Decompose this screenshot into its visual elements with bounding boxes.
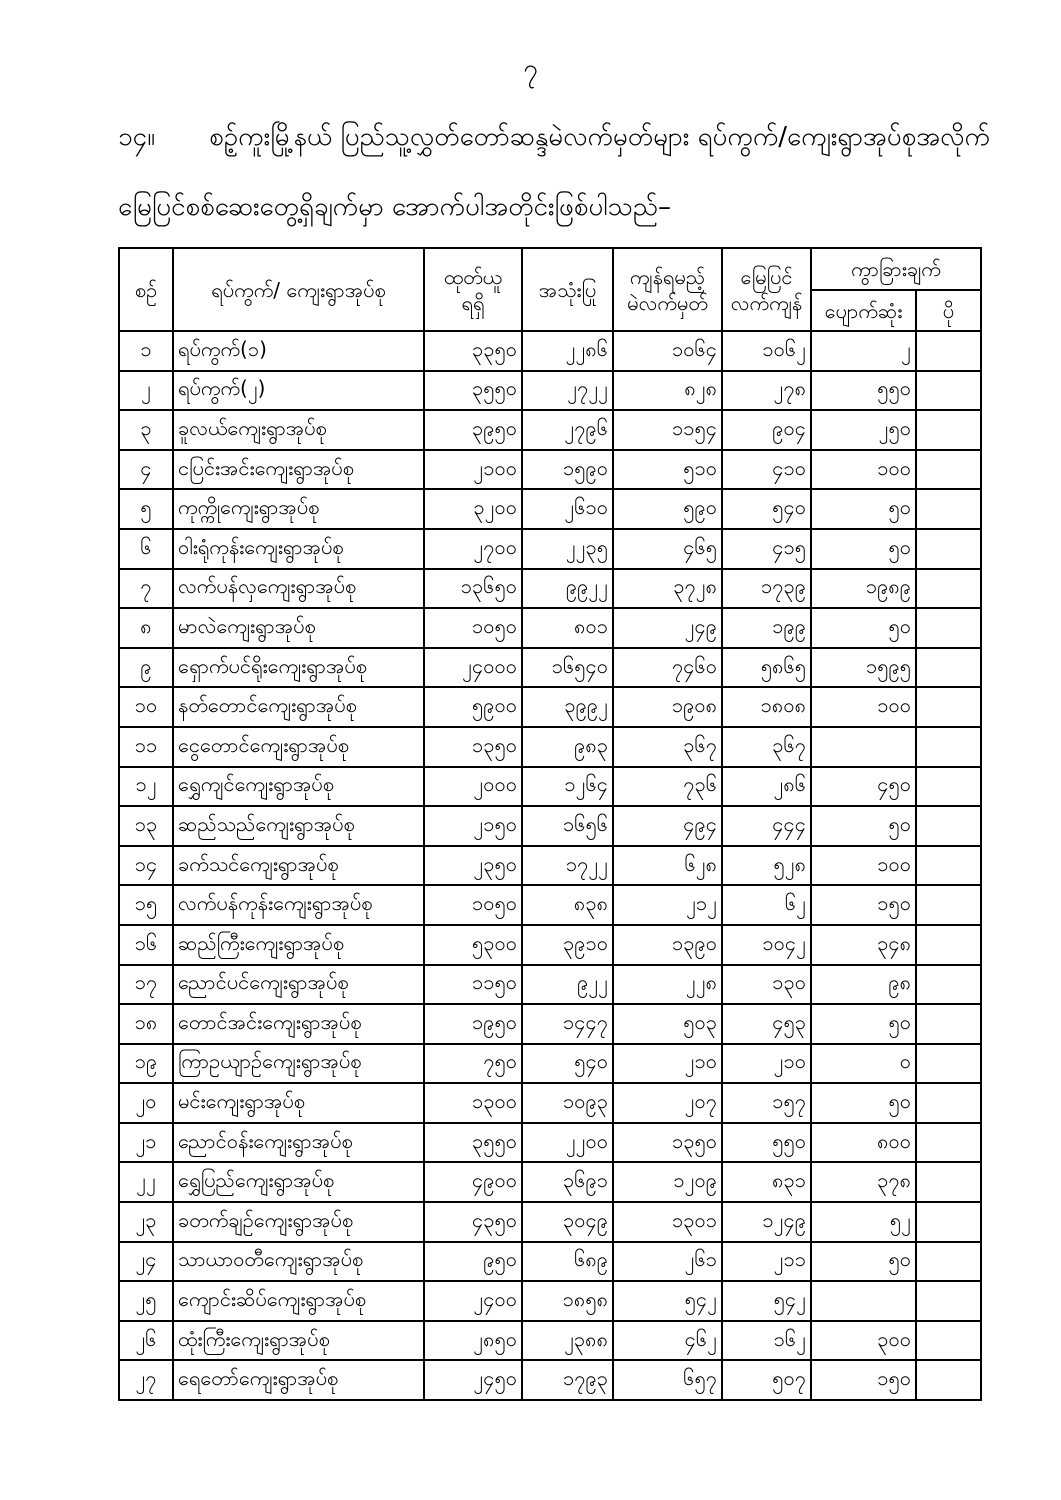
- cell-ward-village: ဆည်ကြီးကျေးရွာအုပ်စု: [173, 925, 424, 965]
- cell-ground-balance: ၁၅၇: [722, 1083, 811, 1123]
- cell-issued: ၂၃၅၀: [424, 846, 522, 886]
- cell-ward-village: ကုက္ကိုကျေးရွာအုပ်စု: [173, 489, 424, 529]
- cell-extra: [916, 489, 981, 529]
- cell-extra: [916, 331, 981, 371]
- header-missing: ပျောက်ဆုံး: [811, 290, 916, 331]
- cell-missing: ၅၀: [811, 1242, 916, 1282]
- header-issued-line2: ရရှိ: [461, 290, 485, 315]
- cell-ward-village: သာယာဝတီကျေးရွာအုပ်စု: [173, 1242, 424, 1282]
- cell-used: ၂၂၃၅: [522, 529, 613, 569]
- header-ward-village: ရပ်ကွက်/ ကျေးရွာအုပ်စု: [173, 248, 424, 331]
- table-row: [119, 1123, 981, 1163]
- cell-used: ၆၈၉: [522, 1242, 613, 1282]
- cell-serial: ၁၉: [119, 1044, 173, 1084]
- cell-missing: ၅၀: [811, 608, 916, 648]
- cell-ground-balance: ၁၃၀: [722, 965, 811, 1005]
- cell-issued: ၉၅၀: [424, 1242, 522, 1282]
- cell-extra: [916, 965, 981, 1005]
- cell-ward-village: ခက်သင်ကျေးရွာအုပ်စု: [173, 846, 424, 886]
- table-row: [119, 727, 981, 767]
- cell-issued: ၃၃၅၀: [424, 331, 522, 371]
- cell-extra: [916, 727, 981, 767]
- cell-balance: ၂၆၁: [613, 1242, 722, 1282]
- cell-issued: ၂၁၅၀: [424, 806, 522, 846]
- cell-serial: ၂၇: [119, 1360, 173, 1400]
- cell-balance: ၁၃၅၀: [613, 1123, 722, 1163]
- cell-serial: ၁၁: [119, 727, 173, 767]
- intro-line-2: မြေပြင်စစ်ဆေးတွေ့ရှိချက်မှာ အောက်ပါအတိုင်းဖြစ်ပါသည်–: [118, 192, 671, 222]
- cell-missing: ၁၀၀: [811, 450, 916, 490]
- cell-used: ၈၀၁: [522, 608, 613, 648]
- cell-ground-balance: ၂၈၆: [722, 767, 811, 807]
- cell-issued: ၁၉၅၀: [424, 1004, 522, 1044]
- cell-balance: ၃၇၂၈: [613, 569, 722, 609]
- table-row: [119, 1004, 981, 1044]
- cell-balance: ၂၄၉: [613, 608, 722, 648]
- header-ground-line2: လက်ကျန်: [730, 290, 803, 315]
- cell-used: ၂၃၈၈: [522, 1321, 613, 1361]
- cell-missing: ၈၀၀: [811, 1123, 916, 1163]
- cell-extra: [916, 410, 981, 450]
- intro-line-1-text: စဉ့်ကူးမြို့နယ် ပြည်သူ့လွှတ်တော်ဆန္ဒမဲလက်မှတ်များ ရပ်ကွက်/ကျေးရွာအုပ်စုအလိုက်: [209, 122, 990, 152]
- cell-used: ၈၃၈: [522, 885, 613, 925]
- cell-used: ၉၂၂: [522, 965, 613, 1005]
- cell-extra: [916, 1162, 981, 1202]
- cell-ground-balance: ၁၈၀၈: [722, 687, 811, 727]
- table-row: [119, 1321, 981, 1361]
- cell-extra: [916, 371, 981, 411]
- cell-balance: ၁၂၀၉: [613, 1162, 722, 1202]
- header-balance-line1: ကျန်ရမည့်: [629, 264, 706, 289]
- cell-issued: ၃၂၀၀: [424, 489, 522, 529]
- table-row: [119, 331, 981, 371]
- cell-serial: ၁: [119, 331, 173, 371]
- cell-serial: ၁၃: [119, 806, 173, 846]
- cell-serial: ၅: [119, 489, 173, 529]
- cell-issued: ၂၀၀၀: [424, 767, 522, 807]
- cell-used: ၂၇၂၂: [522, 371, 613, 411]
- cell-used: ၁၆၅၆: [522, 806, 613, 846]
- cell-serial: ၆: [119, 529, 173, 569]
- cell-ground-balance: ၆၂: [722, 885, 811, 925]
- table-row: [119, 608, 981, 648]
- cell-ground-balance: ၃၆၇: [722, 727, 811, 767]
- cell-used: ၂၂၀၀: [522, 1123, 613, 1163]
- table-row: [119, 1242, 981, 1282]
- cell-ground-balance: ၁၂၄၉: [722, 1202, 811, 1242]
- cell-ground-balance: ၉၀၄: [722, 410, 811, 450]
- cell-balance: ၈၂၈: [613, 371, 722, 411]
- cell-balance: ၂၁၀: [613, 1044, 722, 1084]
- cell-used: ၁၈၅၈: [522, 1281, 613, 1321]
- cell-ground-balance: ၄၅၃: [722, 1004, 811, 1044]
- table-row: [119, 371, 981, 411]
- cell-extra: [916, 1083, 981, 1123]
- cell-missing: ၅၀: [811, 489, 916, 529]
- cell-ground-balance: ၁၆၂: [722, 1321, 811, 1361]
- cell-balance: ၆၅၇: [613, 1360, 722, 1400]
- cell-used: ၉၉၂၂: [522, 569, 613, 609]
- cell-ground-balance: ၁၉၉: [722, 608, 811, 648]
- cell-missing: ၁၉၈၉: [811, 569, 916, 609]
- table-row: [119, 846, 981, 886]
- cell-ground-balance: ၅၄၀: [722, 489, 811, 529]
- cell-serial: ၂: [119, 371, 173, 411]
- cell-extra: [916, 885, 981, 925]
- cell-used: ၃၉၁၀: [522, 925, 613, 965]
- cell-used: ၂၂၈၆: [522, 331, 613, 371]
- cell-balance: ၆၂၈: [613, 846, 722, 886]
- cell-serial: ၇: [119, 569, 173, 609]
- cell-serial: ၂၂: [119, 1162, 173, 1202]
- cell-issued: ၁၃၆၅၀: [424, 569, 522, 609]
- cell-issued: ၁၁၅၀: [424, 965, 522, 1005]
- cell-extra: [916, 1004, 981, 1044]
- cell-ward-village: ဝါးရုံကုန်းကျေးရွာအုပ်စု: [173, 529, 424, 569]
- table-row: [119, 767, 981, 807]
- cell-issued: ၂၈၅၀: [424, 1321, 522, 1361]
- cell-missing: ၃၇၈: [811, 1162, 916, 1202]
- cell-serial: ၁၆: [119, 925, 173, 965]
- cell-serial: ၂၁: [119, 1123, 173, 1163]
- cell-extra: [916, 767, 981, 807]
- cell-issued: ၅၃၀၀: [424, 925, 522, 965]
- cell-serial: ၄: [119, 450, 173, 490]
- header-issued-line1: ထုတ်ယူ: [443, 264, 503, 289]
- cell-used: ၁၂၆၄: [522, 767, 613, 807]
- cell-extra: [916, 529, 981, 569]
- cell-issued: ၁၃၀၀: [424, 1083, 522, 1123]
- cell-missing: ၀: [811, 1044, 916, 1084]
- table-row: [119, 410, 981, 450]
- cell-ward-village: ငွေတောင်ကျေးရွာအုပ်စု: [173, 727, 424, 767]
- cell-missing: ၅၀: [811, 1004, 916, 1044]
- cell-balance: ၁၉၀၈: [613, 687, 722, 727]
- header-extra: ပို: [916, 290, 981, 331]
- cell-balance: ၅၉၀: [613, 489, 722, 529]
- cell-balance: ၂၂၈: [613, 965, 722, 1005]
- cell-ward-village: ခူလယ်ကျေးရွာအုပ်စု: [173, 410, 424, 450]
- cell-balance: ၄၆၅: [613, 529, 722, 569]
- cell-serial: ၁၇: [119, 965, 173, 1005]
- cell-ground-balance: ၁၀၆၂: [722, 331, 811, 371]
- cell-ward-village: ကြာဥယျာဉ်ကျေးရွာအုပ်စု: [173, 1044, 424, 1084]
- page-number: ၇: [523, 54, 538, 84]
- cell-serial: ၈: [119, 608, 173, 648]
- cell-extra: [916, 1360, 981, 1400]
- cell-balance: ၅၄၂: [613, 1281, 722, 1321]
- cell-used: ၂၇၉၆: [522, 410, 613, 450]
- cell-ground-balance: ၄၁၀: [722, 450, 811, 490]
- cell-ward-village: တောင်အင်းကျေးရွာအုပ်စု: [173, 1004, 424, 1044]
- cell-missing: ၅၀: [811, 529, 916, 569]
- cell-used: ၃၉၉၂: [522, 687, 613, 727]
- cell-ground-balance: ၁၇၃၉: [722, 569, 811, 609]
- cell-used: ၁၅၉၀: [522, 450, 613, 490]
- intro-line-1: [118, 116, 990, 158]
- cell-ground-balance: ၅၅၀: [722, 1123, 811, 1163]
- cell-issued: ၄၉၀၀: [424, 1162, 522, 1202]
- cell-ground-balance: ၅၀၇: [722, 1360, 811, 1400]
- table-row: [119, 806, 981, 846]
- table-row: [119, 1202, 981, 1242]
- cell-ward-village: လက်ပန်ကုန်းကျေးရွာအုပ်စု: [173, 885, 424, 925]
- table-row: [119, 529, 981, 569]
- header-difference: ကွာခြားချက်: [811, 248, 981, 290]
- table-row: [119, 687, 981, 727]
- cell-issued: ၂၄၀၀၀: [424, 648, 522, 688]
- cell-issued: ၃၅၅၀: [424, 371, 522, 411]
- cell-serial: ၂၅: [119, 1281, 173, 1321]
- table-row: [119, 1162, 981, 1202]
- cell-issued: ၁၀၅၀: [424, 885, 522, 925]
- cell-ward-village: မင်းကျေးရွာအုပ်စု: [173, 1083, 424, 1123]
- cell-ground-balance: ၅၈၆၅: [722, 648, 811, 688]
- header-issued: [424, 248, 522, 331]
- table-row: [119, 1281, 981, 1321]
- cell-ward-village: ရပ်ကွက်(၁): [173, 331, 424, 371]
- table-row: [119, 965, 981, 1005]
- table-body: [119, 331, 981, 1400]
- cell-ward-village: ထုံးကြီးကျေးရွာအုပ်စု: [173, 1321, 424, 1361]
- cell-serial: ၂၀: [119, 1083, 173, 1123]
- table-row: [119, 569, 981, 609]
- cell-issued: ၅၉၀၀: [424, 687, 522, 727]
- cell-issued: ၁၀၅၀: [424, 608, 522, 648]
- cell-used: ၃၆၉၁: [522, 1162, 613, 1202]
- table-row: [119, 1044, 981, 1084]
- cell-issued: ၁၃၅၀: [424, 727, 522, 767]
- cell-issued: ၂၁၀၀: [424, 450, 522, 490]
- cell-extra: [916, 1242, 981, 1282]
- cell-extra: [916, 1281, 981, 1321]
- cell-missing: ၂၅၀: [811, 410, 916, 450]
- table-row: [119, 489, 981, 529]
- cell-extra: [916, 687, 981, 727]
- cell-missing: ၁၅၀: [811, 885, 916, 925]
- cell-balance: ၁၁၅၄: [613, 410, 722, 450]
- intro-item-number: ၁၄။: [118, 122, 156, 152]
- cell-ward-village: ခတက်ချဉ်ကျေးရွာအုပ်စု: [173, 1202, 424, 1242]
- cell-extra: [916, 806, 981, 846]
- ballot-summary-table: [118, 247, 982, 1401]
- cell-issued: ၄၃၅၀: [424, 1202, 522, 1242]
- cell-serial: ၂၄: [119, 1242, 173, 1282]
- cell-extra: [916, 648, 981, 688]
- cell-ground-balance: ၄၁၅: [722, 529, 811, 569]
- cell-missing: ၂: [811, 331, 916, 371]
- cell-extra: [916, 1202, 981, 1242]
- table-row: [119, 450, 981, 490]
- cell-used: ၃၀၄၉: [522, 1202, 613, 1242]
- cell-missing: ၅၅၀: [811, 371, 916, 411]
- cell-used: ၂၆၁၀: [522, 489, 613, 529]
- header-serial: စဉ်: [119, 248, 173, 331]
- cell-ward-village: ရှောက်ပင်ရိုးကျေးရွာအုပ်စု: [173, 648, 424, 688]
- header-ground-balance: [722, 248, 811, 331]
- cell-extra: [916, 608, 981, 648]
- cell-ward-village: ကျောင်းဆိပ်ကျေးရွာအုပ်စု: [173, 1281, 424, 1321]
- cell-serial: ၂၃: [119, 1202, 173, 1242]
- cell-extra: [916, 450, 981, 490]
- table-row: [119, 648, 981, 688]
- cell-used: ၅၄၀: [522, 1044, 613, 1084]
- cell-ward-village: ညောင်ဝန်းကျေးရွာအုပ်စု: [173, 1123, 424, 1163]
- cell-extra: [916, 1044, 981, 1084]
- cell-missing: ၉၈: [811, 965, 916, 1005]
- intro-paragraph: [118, 116, 990, 228]
- cell-ground-balance: ၁၀၄၂: [722, 925, 811, 965]
- cell-serial: ၉: [119, 648, 173, 688]
- cell-balance: ၇၃၆: [613, 767, 722, 807]
- cell-balance: ၃၆၇: [613, 727, 722, 767]
- cell-ward-village: ရပ်ကွက်(၂): [173, 371, 424, 411]
- cell-balance: ၄၆၂: [613, 1321, 722, 1361]
- cell-balance: ၄၉၄: [613, 806, 722, 846]
- cell-missing: ၅၂: [811, 1202, 916, 1242]
- cell-balance: ၁၀၆၄: [613, 331, 722, 371]
- cell-serial: ၁၄: [119, 846, 173, 886]
- cell-balance: ၁၃၀၁: [613, 1202, 722, 1242]
- cell-serial: ၁၅: [119, 885, 173, 925]
- cell-balance: ၂၀၇: [613, 1083, 722, 1123]
- cell-used: ၁၆၅၄၀: [522, 648, 613, 688]
- cell-serial: ၃: [119, 410, 173, 450]
- table-row: [119, 1083, 981, 1123]
- cell-issued: ၃၉၅၀: [424, 410, 522, 450]
- cell-missing: ၁၀၀: [811, 846, 916, 886]
- cell-missing: ၅၀: [811, 806, 916, 846]
- cell-used: ၁၀၉၃: [522, 1083, 613, 1123]
- cell-extra: [916, 1321, 981, 1361]
- cell-balance: ၁၃၉၀: [613, 925, 722, 965]
- cell-used: ၁၄၄၇: [522, 1004, 613, 1044]
- cell-issued: ၃၅၅၀: [424, 1123, 522, 1163]
- cell-used: ၁၇၂၂: [522, 846, 613, 886]
- cell-ward-village: လက်ပန်လှကျေးရွာအုပ်စု: [173, 569, 424, 609]
- cell-ward-village: ရွှေကျင်ကျေးရွာအုပ်စု: [173, 767, 424, 807]
- cell-serial: ၁၂: [119, 767, 173, 807]
- cell-missing: [811, 1281, 916, 1321]
- cell-serial: ၂၆: [119, 1321, 173, 1361]
- cell-missing: [811, 727, 916, 767]
- cell-ground-balance: ၄၄၄: [722, 806, 811, 846]
- cell-missing: ၅၀: [811, 1083, 916, 1123]
- cell-ward-village: ရွှေပြည်ကျေးရွာအုပ်စု: [173, 1162, 424, 1202]
- cell-missing: ၁၀၀: [811, 687, 916, 727]
- table-row: [119, 925, 981, 965]
- cell-ward-village: မာလဲကျေးရွာအုပ်စု: [173, 608, 424, 648]
- cell-missing: ၁၅၀: [811, 1360, 916, 1400]
- cell-ground-balance: ၂၁၀: [722, 1044, 811, 1084]
- header-balance: [613, 248, 722, 331]
- cell-ward-village: နတ်တောင်ကျေးရွာအုပ်စု: [173, 687, 424, 727]
- table-header: [119, 248, 981, 331]
- cell-ward-village: ရေတော်ကျေးရွာအုပ်စု: [173, 1360, 424, 1400]
- cell-serial: ၁၀: [119, 687, 173, 727]
- cell-extra: [916, 925, 981, 965]
- table-row: [119, 1360, 981, 1400]
- cell-missing: ၁၅၉၅: [811, 648, 916, 688]
- table-row: [119, 885, 981, 925]
- cell-ground-balance: ၅၄၂: [722, 1281, 811, 1321]
- cell-ground-balance: ၂၇၈: [722, 371, 811, 411]
- cell-missing: ၄၅၀: [811, 767, 916, 807]
- cell-ground-balance: ၂၁၁: [722, 1242, 811, 1282]
- cell-issued: ၂၇၀၀: [424, 529, 522, 569]
- cell-used: ၁၇၉၃: [522, 1360, 613, 1400]
- cell-missing: ၃၄၈: [811, 925, 916, 965]
- header-balance-line2: မဲလက်မှတ်: [627, 290, 708, 315]
- cell-extra: [916, 1123, 981, 1163]
- cell-ward-village: ညောင်ပင်ကျေးရွာအုပ်စု: [173, 965, 424, 1005]
- header-used: အသုံးပြု: [522, 248, 613, 331]
- cell-used: ၉၈၃: [522, 727, 613, 767]
- cell-ground-balance: ၈၃၁: [722, 1162, 811, 1202]
- cell-ground-balance: ၅၂၈: [722, 846, 811, 886]
- cell-issued: ၇၅၀: [424, 1044, 522, 1084]
- cell-extra: [916, 569, 981, 609]
- cell-balance: ၇၄၆၀: [613, 648, 722, 688]
- cell-ward-village: ငပြင်းအင်းကျေးရွာအုပ်စု: [173, 450, 424, 490]
- cell-issued: ၂၄၅၀: [424, 1360, 522, 1400]
- cell-balance: ၅၁၀: [613, 450, 722, 490]
- header-ground-line1: မြေပြင်: [740, 264, 793, 289]
- cell-ward-village: ဆည်သည်ကျေးရွာအုပ်စု: [173, 806, 424, 846]
- cell-balance: ၅၀၃: [613, 1004, 722, 1044]
- cell-balance: ၂၁၂: [613, 885, 722, 925]
- cell-issued: ၂၄၀၀: [424, 1281, 522, 1321]
- cell-extra: [916, 846, 981, 886]
- cell-serial: ၁၈: [119, 1004, 173, 1044]
- cell-missing: ၃၀၀: [811, 1321, 916, 1361]
